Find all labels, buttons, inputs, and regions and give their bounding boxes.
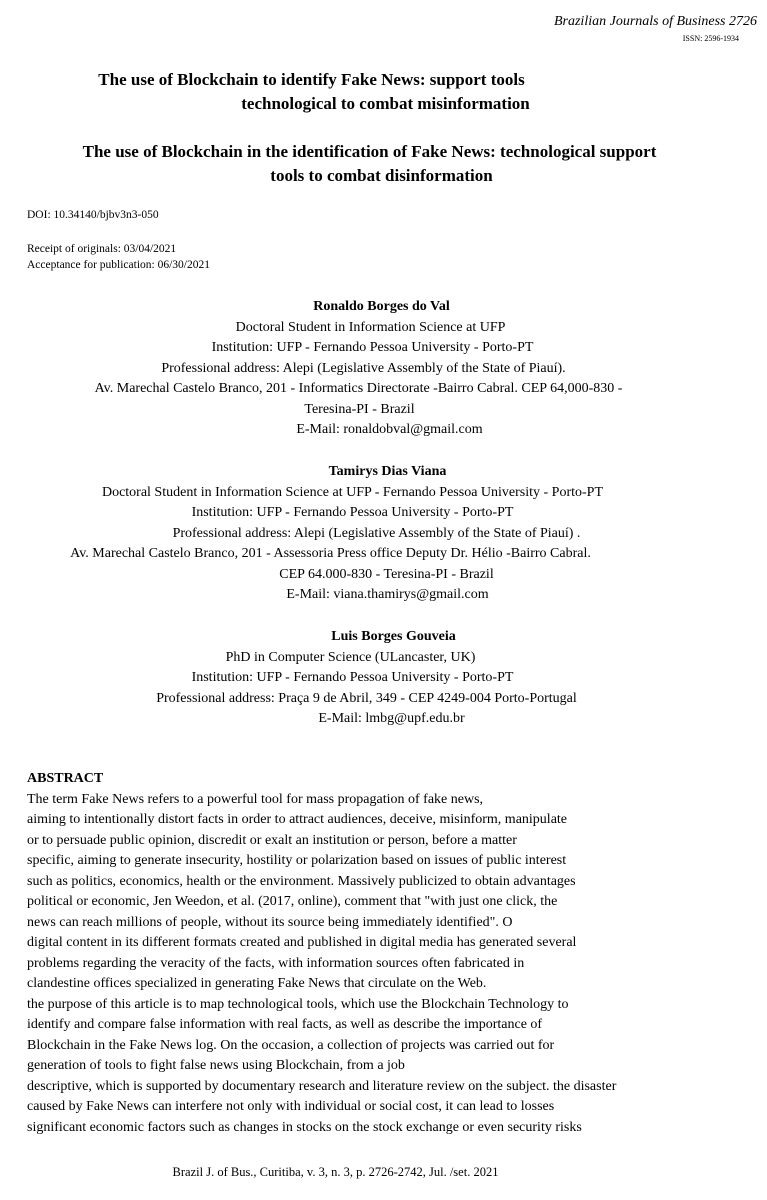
abstract-line: significant economic factors such as changes in stocks on the stock exchange or even security risks: [27, 1119, 582, 1135]
author-affiliation: Doctoral Student in Information Science at UFP - Fernando Pessoa University - Porto-PT: [101, 484, 604, 500]
author-institution: Institution: UFP - Fernando Pessoa University - Porto-PT: [191, 670, 514, 685]
abstract-line: generation of tools to fight false news using Blockchain, from a job: [27, 1058, 405, 1073]
page-footer: [0, 1165, 767, 1180]
abstract-line: or to persuade public opinion, discredit or exalt an institution or person, before a matter: [27, 832, 517, 848]
abstract-line: problems regarding the veracity of the facts, with information sources often fabricated in: [27, 955, 525, 971]
abstract-section: [27, 769, 747, 1138]
title-1-line-1: The use of Blockchain to identify Fake News: support tools: [98, 70, 525, 89]
abstract-line: Blockchain in the Fake News log. On the occasion, a collection of projects was carried out for: [27, 1037, 555, 1053]
author-address: Professional address: Alepi (Legislative Assembly of the State of Piauí) .: [172, 525, 581, 541]
english-title-2: [0, 140, 767, 188]
title-2-line-1: The use of Blockchain in the identification of Fake News: technological support: [82, 142, 657, 161]
author-name: Luis Borges Gouveia: [331, 629, 456, 644]
receipt-date: Receipt of originals: 03/04/2021: [27, 243, 177, 255]
author-institution: Institution: UFP - Fernando Pessoa University - Porto-PT: [211, 340, 534, 355]
author-block-3: [0, 627, 767, 730]
doi: DOI: 10.34140/bjbv3n3-050: [27, 209, 159, 221]
author-block-1: [0, 297, 767, 441]
abstract-line: political or economic, Jen Weedon, et al. (2017, online), comment that "with just one click, the: [27, 894, 558, 909]
author-block-2: [0, 462, 767, 606]
author-email: E-Mail: lmbg@upf.edu.br: [318, 711, 465, 726]
author-institution: Institution: UFP - Fernando Pessoa University - Porto-PT: [191, 505, 514, 520]
author-name: Tamirys Dias Viana: [328, 464, 447, 479]
acceptance-date: Acceptance for publication: 06/30/2021: [27, 259, 210, 271]
abstract-line: aiming to intentionally distort facts in order to attract audiences, deceive, misinform, manipulate: [27, 812, 568, 827]
author-address: Professional address: Praça 9 de Abril, 349 - CEP 4249-004 Porto-Portugal: [156, 690, 577, 706]
author-email: E-Mail: ronaldobval@gmail.com: [296, 422, 483, 437]
abstract-line: the purpose of this article is to map technological tools, which use the Blockchain Technology to: [27, 996, 569, 1012]
abstract-line: The term Fake News refers to a powerful tool for mass propagation of fake news,: [27, 791, 484, 807]
author-address-city: Teresina-PI - Brazil: [304, 401, 415, 417]
abstract-line: such as politics, economics, health or the environment. Massively publicized to obtain advantages: [27, 873, 576, 889]
abstract-heading: ABSTRACT: [27, 771, 104, 786]
abstract-line: news can reach millions of people, without its source being immediately identified". O: [27, 914, 513, 930]
abstract-line: specific, aiming to generate insecurity, hostility or polarization based on issues of public interest: [27, 853, 567, 868]
abstract-line: clandestine offices specialized in generating Fake News that circulate on the Web.: [27, 976, 487, 991]
journal-header: Brazilian Journals of Business 2726: [553, 14, 757, 29]
abstract-line: descriptive, which is supported by documentary research and literature review on the subject. the disaster: [27, 1078, 617, 1094]
title-2-line-2: tools to combat disinformation: [270, 166, 493, 185]
author-address-street: Av. Marechal Castelo Branco, 201 - Informatics Directorate -Bairro Cabral. CEP 64,000-830 -: [94, 381, 623, 396]
footer-citation: Brazil J. of Bus., Curitiba, v. 3, n. 3, p. 2726-2742, Jul. /set. 2021: [172, 1165, 499, 1179]
abstract-line: caused by Fake News can interfere not only with individual or social cost, it can lead to losses: [27, 1099, 555, 1114]
author-address: Professional address: Alepi (Legislative Assembly of the State of Piauí).: [161, 360, 566, 376]
english-title-1: [0, 68, 767, 116]
author-name: Ronaldo Borges do Val: [313, 299, 450, 314]
issn-label: ISSN: 2596-1934: [682, 34, 739, 43]
author-address-city: CEP 64.000-830 - Teresina-PI - Brazil: [279, 566, 494, 582]
abstract-line: digital content in its different formats created and published in digital media has generated several: [27, 935, 577, 950]
author-affiliation: Doctoral Student in Information Science at UFP: [235, 319, 506, 335]
title-1-line-2: technological to combat misinformation: [241, 94, 530, 113]
abstract-line: identify and compare false information with real facts, as well as describe the importance of: [27, 1017, 543, 1032]
author-email: E-Mail: viana.thamirys@gmail.com: [286, 587, 489, 602]
author-address-street: Av. Marechal Castelo Branco, 201 - Assessoria Press office Deputy Dr. Hélio -Bairro Cabral.: [70, 546, 591, 561]
author-affiliation: PhD in Computer Science (ULancaster, UK): [225, 649, 476, 665]
